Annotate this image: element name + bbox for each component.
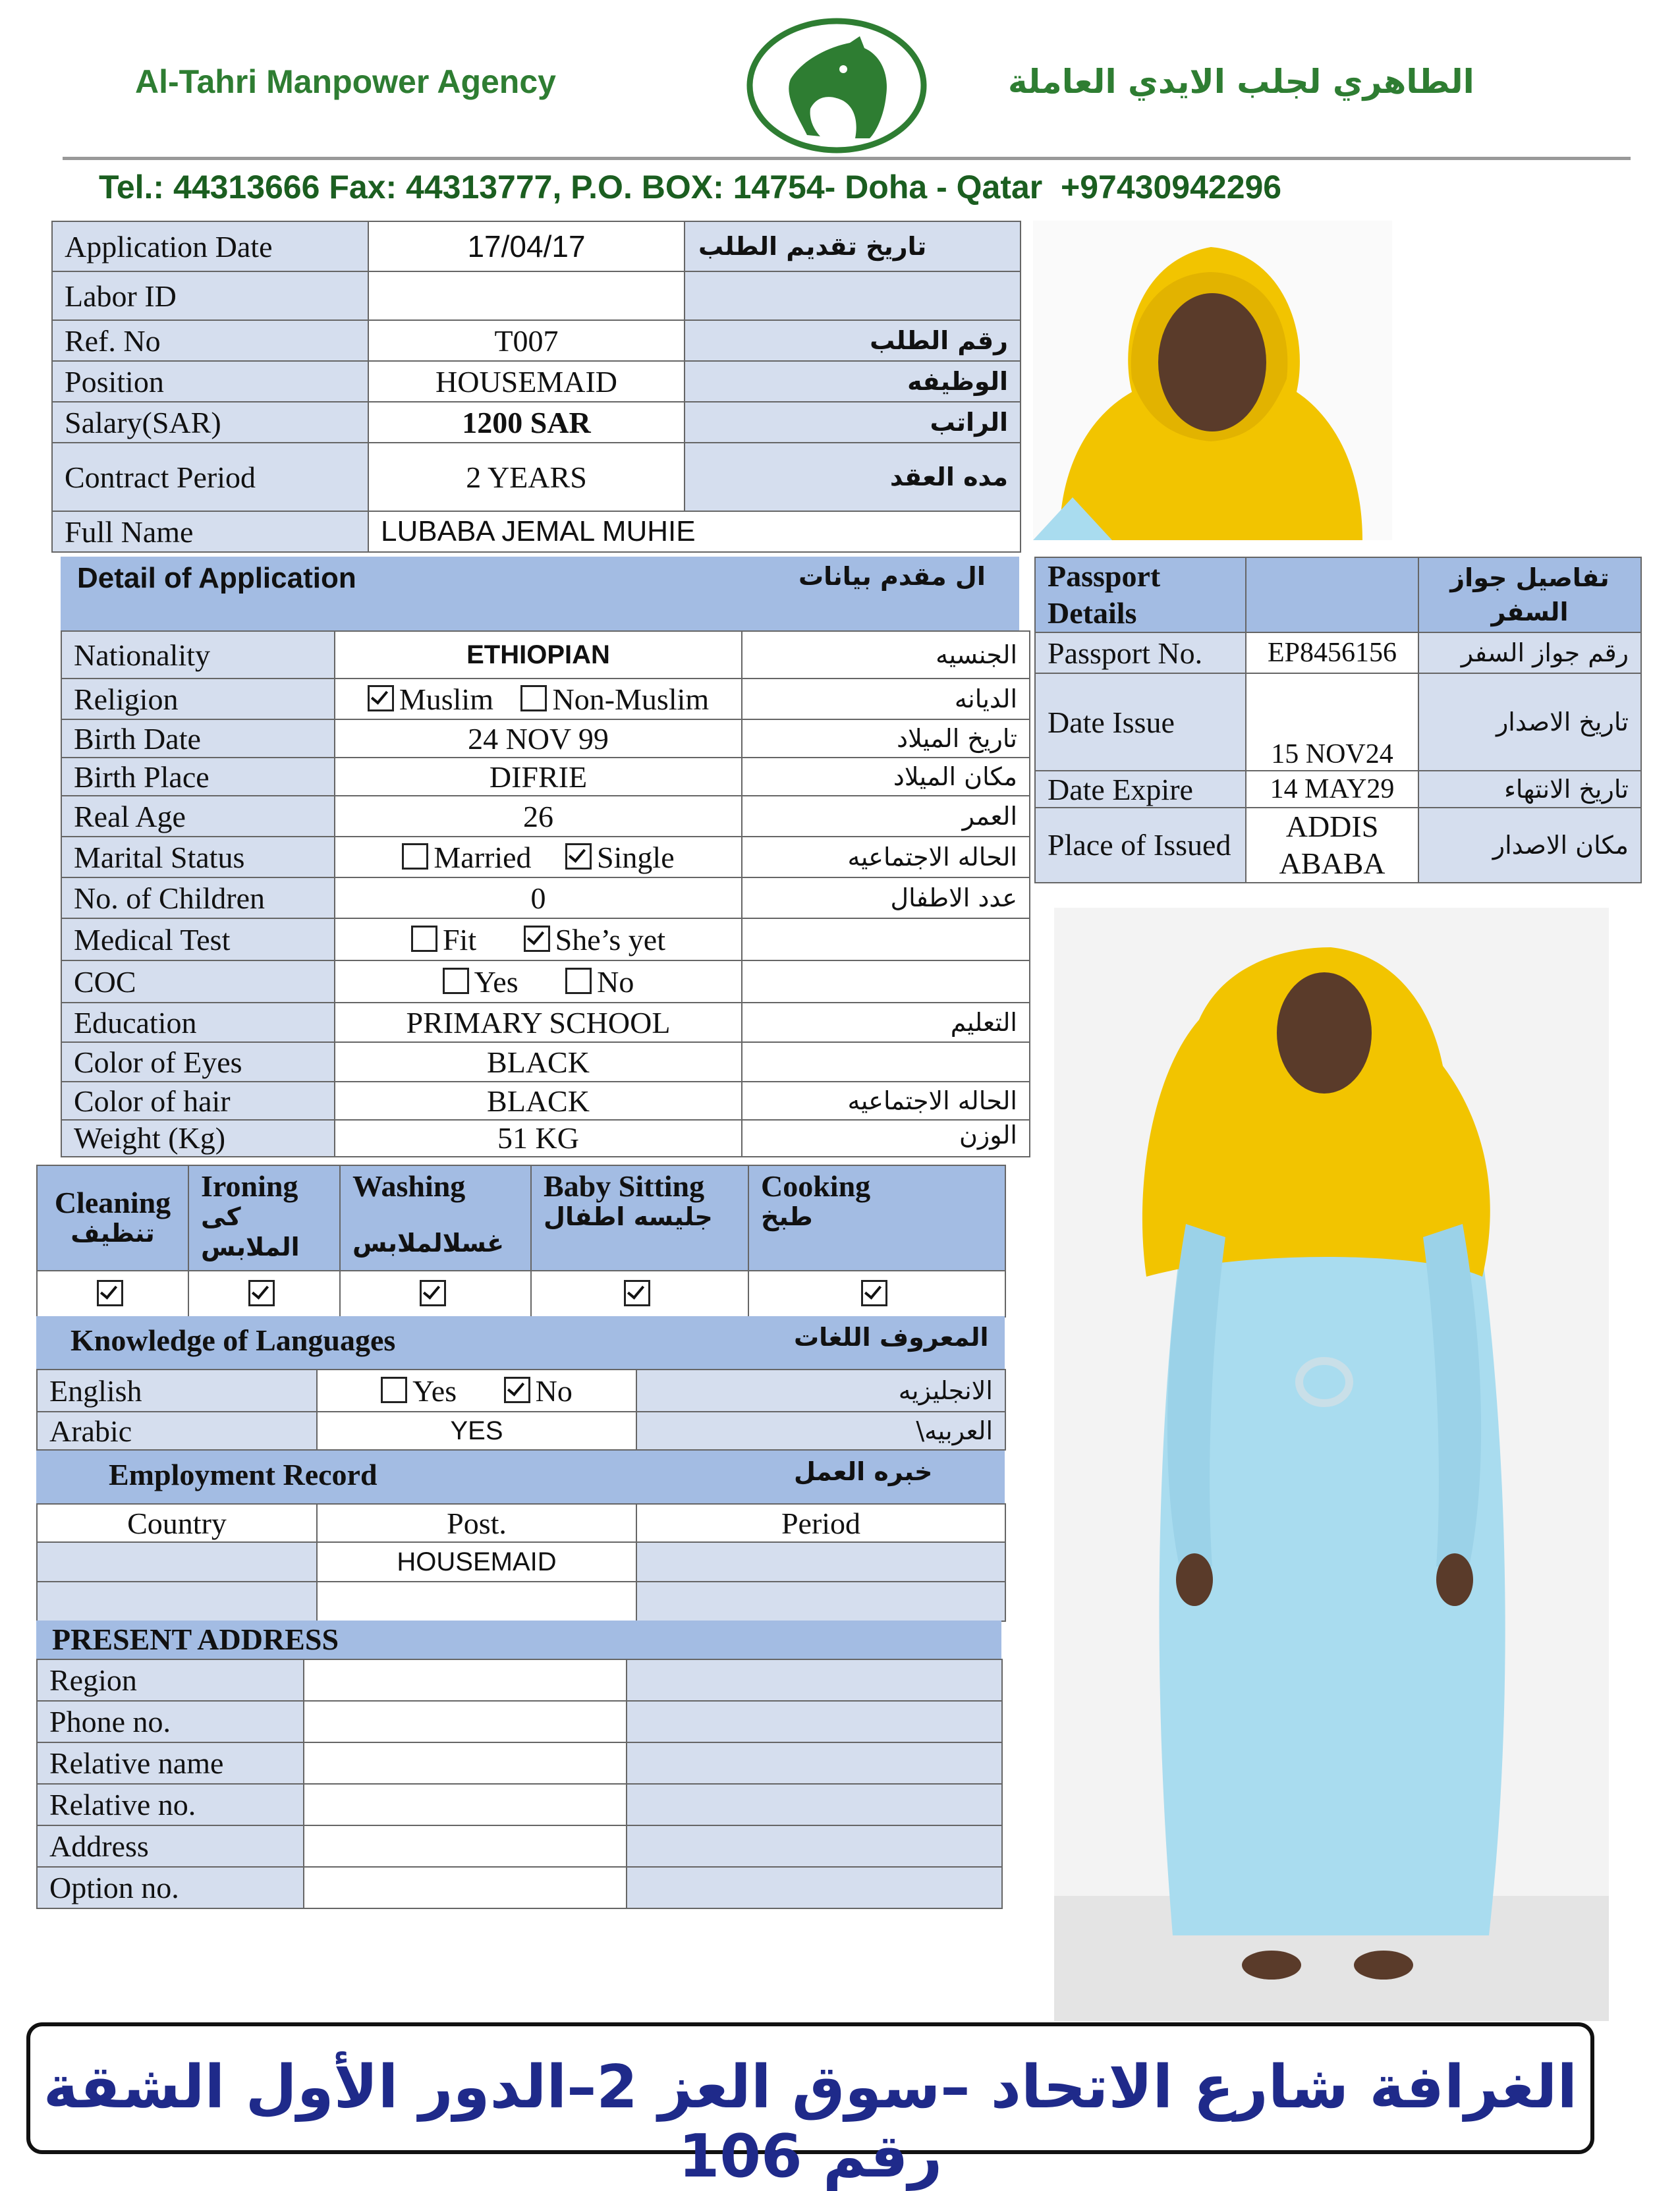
employment-period-1 — [636, 1542, 1005, 1582]
employment-period-2 — [636, 1582, 1005, 1621]
extra-address — [627, 1825, 1002, 1867]
option-english-yes: Yes — [412, 1373, 457, 1408]
table-row — [61, 796, 1030, 837]
table-row — [37, 1412, 1005, 1450]
value-date-expire: 14 MAY29 — [1246, 771, 1418, 808]
label-birth-date-ar: تاريخ الميلاد — [742, 719, 1030, 758]
table-row — [37, 1271, 1005, 1317]
application-table — [51, 221, 1021, 553]
address-header — [36, 1621, 1001, 1659]
table-row — [52, 402, 1021, 443]
skill-washing — [340, 1165, 531, 1271]
table-row — [61, 631, 1030, 679]
option-shes-yet: She’s yet — [555, 922, 666, 957]
table-row — [37, 1784, 1002, 1825]
checkbox-coc-yes[interactable] — [443, 968, 469, 994]
label-marital-status: Marital Status — [61, 837, 335, 877]
value-relative-no — [304, 1784, 627, 1825]
checkbox-non-muslim[interactable] — [520, 685, 547, 711]
label-salary: Salary(SAR) — [52, 402, 368, 443]
detail-header — [61, 557, 1019, 630]
table-row — [61, 758, 1030, 796]
label-education: Education — [61, 1003, 335, 1042]
option-muslim: Muslim — [399, 682, 493, 716]
label-birth-date: Birth Date — [61, 719, 335, 758]
value-labor-id — [368, 271, 685, 320]
table-row — [61, 837, 1030, 877]
value-eye-color: BLACK — [335, 1042, 742, 1082]
label-religion-ar: الديانه — [742, 679, 1030, 719]
table-row — [37, 1659, 1002, 1701]
value-hair-color: BLACK — [335, 1082, 742, 1120]
contact-line: Tel.: 44313666 Fax: 44313777, P.O. BOX: 14754- Doha - Qatar +97430942296 — [99, 169, 1282, 206]
value-position: HOUSEMAID — [368, 361, 685, 402]
value-marital-status — [335, 837, 742, 877]
table-row — [37, 1867, 1002, 1908]
label-medical-test: Medical Test — [61, 918, 335, 960]
table-row — [61, 719, 1030, 758]
value-arabic: YES — [317, 1412, 636, 1450]
value-address — [304, 1825, 627, 1867]
label-coc: COC — [61, 960, 335, 1003]
label-relative-no: Relative no. — [37, 1784, 304, 1825]
value-salary: 1200 SAR — [368, 402, 685, 443]
table-row — [52, 221, 1021, 271]
label-contract-period-ar: مده العقد — [685, 443, 1021, 511]
label-application-date: Application Date — [52, 221, 368, 271]
table-row — [37, 1582, 1005, 1621]
detail-table — [61, 630, 1030, 1157]
value-education: PRIMARY SCHOOL — [335, 1003, 742, 1042]
detail-title: Detail of Application — [77, 562, 356, 594]
checkbox-ironing[interactable] — [248, 1280, 275, 1306]
value-birth-place: DIFRIE — [335, 758, 742, 796]
agency-name-ar: الطاهري لجلب الايدي العاملة — [1008, 63, 1474, 101]
passport-title-ar: تفاصيل جواز السفر — [1418, 557, 1641, 632]
employment-post-2 — [317, 1582, 636, 1621]
label-passport-no: Passport No. — [1035, 632, 1246, 673]
option-married: Married — [434, 840, 532, 874]
employment-title-ar: خبره العمل — [794, 1457, 933, 1486]
full-body-photo — [1054, 908, 1609, 2021]
option-coc-yes: Yes — [474, 964, 518, 999]
skill-ironing-check — [188, 1271, 340, 1317]
value-real-age: 26 — [335, 796, 742, 837]
label-arabic: Arabic — [37, 1412, 317, 1450]
skill-cooking-en: Cooking — [761, 1169, 871, 1203]
skill-cooking-ar: طبخ — [761, 1202, 813, 1231]
checkbox-cooking[interactable] — [861, 1280, 887, 1306]
table-row — [1035, 771, 1641, 808]
skill-cleaning-en: Cleaning — [54, 1186, 171, 1219]
skill-washing-check — [340, 1271, 531, 1317]
table-row — [61, 1003, 1030, 1042]
value-relative-name — [304, 1742, 627, 1784]
option-non-muslim: Non-Muslim — [552, 682, 710, 716]
value-option-no — [304, 1867, 627, 1908]
footer-box — [26, 2022, 1594, 2191]
label-nationality: Nationality — [61, 631, 335, 679]
skill-baby-sitting-en: Baby Sitting — [544, 1169, 705, 1203]
employment-country-2 — [37, 1582, 317, 1621]
value-weight: 51 KG — [335, 1120, 742, 1157]
extra-region — [627, 1659, 1002, 1701]
checkbox-muslim[interactable] — [368, 685, 394, 711]
value-english — [317, 1370, 636, 1412]
label-relative-name: Relative name — [37, 1742, 304, 1784]
label-date-expire-ar: تاريخ الانتهاء — [1418, 771, 1641, 808]
portrait-photo — [1033, 221, 1392, 540]
employment-country-1 — [37, 1542, 317, 1582]
full-body-image — [1054, 908, 1609, 2021]
checkbox-shes-yet[interactable] — [524, 926, 550, 952]
value-date-issue: 15 NOV24 — [1246, 673, 1418, 771]
checkbox-fit[interactable] — [411, 926, 437, 952]
label-region: Region — [37, 1659, 304, 1701]
employment-title: Employment Record — [109, 1458, 378, 1491]
table-row — [1035, 808, 1641, 883]
address-table — [36, 1659, 1003, 1909]
checkbox-english-yes[interactable] — [381, 1377, 407, 1403]
skill-washing-ar: غسلالملابس — [352, 1229, 505, 1258]
skill-ironing — [188, 1165, 340, 1271]
label-weight: Weight (Kg) — [61, 1120, 335, 1157]
skill-cooking-check — [748, 1271, 1005, 1317]
label-arabic-ar: العربيه\ — [636, 1412, 1005, 1450]
table-row — [52, 361, 1021, 402]
value-religion — [335, 679, 742, 719]
table-row — [61, 960, 1030, 1003]
employment-table — [36, 1503, 1006, 1622]
label-weight-ar: الوزن — [742, 1120, 1030, 1157]
passport-title: Passport Details — [1035, 557, 1246, 632]
value-full-name: LUBABA JEMAL MUHIE — [368, 511, 1021, 552]
languages-title-ar: المعروف اللغات — [794, 1323, 989, 1352]
label-english: English — [37, 1370, 317, 1412]
table-row — [37, 1542, 1005, 1582]
table-row — [61, 1042, 1030, 1082]
passport-table — [1034, 557, 1642, 883]
languages-header — [36, 1316, 1005, 1369]
footer-address: الغرافة شارع الاتحاد –سوق العز 2–الدور الأول الشقة رقم 106 — [43, 2053, 1578, 2191]
label-address: Address — [37, 1825, 304, 1867]
table-row — [37, 1165, 1005, 1271]
label-marital-status-ar: الحاله الاجتماعيه — [742, 837, 1030, 877]
label-date-expire: Date Expire — [1035, 771, 1246, 808]
value-place-issued: ADDIS ABABA — [1246, 808, 1418, 883]
horse-head-icon — [744, 16, 929, 155]
table-row — [61, 679, 1030, 719]
label-real-age: Real Age — [61, 796, 335, 837]
table-row — [37, 1504, 1005, 1542]
label-birth-place: Birth Place — [61, 758, 335, 796]
label-hair-color: Color of hair — [61, 1082, 335, 1120]
label-place-issued: Place of Issued — [1035, 808, 1246, 883]
extra-relative-name — [627, 1742, 1002, 1784]
label-english-ar: الانجليزيه — [636, 1370, 1005, 1412]
label-children-ar: عدد الاطفال — [742, 877, 1030, 918]
option-english-no: No — [535, 1373, 573, 1408]
table-row — [52, 511, 1021, 552]
value-application-date: 17/04/17 — [368, 221, 685, 271]
label-option-no: Option no. — [37, 1867, 304, 1908]
label-nationality-ar: الجنسيه — [742, 631, 1030, 679]
employment-header-period: Period — [636, 1504, 1005, 1542]
label-full-name: Full Name — [52, 511, 368, 552]
table-row — [61, 1120, 1030, 1157]
value-coc — [335, 960, 742, 1003]
table-row — [37, 1370, 1005, 1412]
value-medical-test — [335, 918, 742, 960]
skill-ironing-en: Ironing — [201, 1169, 298, 1203]
label-birth-place-ar: مكان الميلاد — [742, 758, 1030, 796]
option-fit: Fit — [442, 922, 477, 957]
value-children: 0 — [335, 877, 742, 918]
checkbox-english-no[interactable] — [504, 1377, 530, 1403]
label-phone: Phone no. — [37, 1701, 304, 1742]
passport-title-spacer — [1246, 557, 1418, 632]
table-row — [37, 1742, 1002, 1784]
label-eye-color-ar — [742, 1042, 1030, 1082]
table-row — [1035, 673, 1641, 771]
label-date-issue-ar: تاريخ الاصدار — [1418, 673, 1641, 771]
checkbox-washing[interactable] — [420, 1280, 446, 1306]
label-education-ar: التعليم — [742, 1003, 1030, 1042]
table-row — [52, 320, 1021, 361]
agency-name-en: Al-Tahri Manpower Agency — [135, 63, 556, 100]
employment-header-post: Post. — [317, 1504, 636, 1542]
label-passport-no-ar: رقم جواز السفر — [1418, 632, 1641, 673]
table-row — [61, 918, 1030, 960]
skills-table — [36, 1165, 1006, 1317]
skill-cleaning-check — [37, 1271, 188, 1317]
option-coc-no: No — [597, 964, 634, 999]
label-eye-color: Color of Eyes — [61, 1042, 335, 1082]
skill-cleaning — [37, 1165, 188, 1271]
employment-post-1: HOUSEMAID — [317, 1542, 636, 1582]
value-nationality: ETHIOPIAN — [335, 631, 742, 679]
table-row — [52, 443, 1021, 511]
skill-cooking — [748, 1165, 1005, 1271]
label-coc-ar — [742, 960, 1030, 1003]
label-date-issue: Date Issue — [1035, 673, 1246, 771]
label-labor-id-ar — [685, 271, 1021, 320]
checkbox-cleaning[interactable] — [97, 1280, 123, 1306]
checkbox-married[interactable] — [402, 843, 428, 870]
table-row — [52, 271, 1021, 320]
label-position: Position — [52, 361, 368, 402]
employment-header-country: Country — [37, 1504, 317, 1542]
label-position-ar: الوظيفه — [685, 361, 1021, 402]
label-medical-test-ar — [742, 918, 1030, 960]
value-passport-no: EP8456156 — [1246, 632, 1418, 673]
agency-logo — [744, 16, 929, 155]
header-rule — [63, 157, 1631, 160]
value-region — [304, 1659, 627, 1701]
checkbox-single[interactable] — [565, 843, 592, 870]
extra-relative-no — [627, 1784, 1002, 1825]
table-row — [1035, 557, 1641, 632]
skill-ironing-ar: کی الملابس — [201, 1202, 300, 1262]
label-religion: Religion — [61, 679, 335, 719]
employment-header — [36, 1451, 1005, 1503]
label-labor-id: Labor ID — [52, 271, 368, 320]
skill-cleaning-ar: تنظيف — [70, 1219, 155, 1248]
label-contract-period: Contract Period — [52, 443, 368, 511]
portrait-image — [1033, 221, 1392, 540]
label-application-date-ar: تاريخ تقديم الطلب — [685, 221, 1021, 271]
table-row — [61, 877, 1030, 918]
skill-baby-sitting — [531, 1165, 748, 1271]
skill-washing-en: Washing — [352, 1169, 466, 1203]
label-ref-no: Ref. No — [52, 320, 368, 361]
value-phone — [304, 1701, 627, 1742]
languages-table — [36, 1369, 1006, 1451]
label-real-age-ar: العمر — [742, 796, 1030, 837]
label-salary-ar: الراتب — [685, 402, 1021, 443]
label-children: No. of Children — [61, 877, 335, 918]
skill-baby-sitting-check — [531, 1271, 748, 1317]
address-title: PRESENT ADDRESS — [52, 1622, 339, 1656]
extra-option-no — [627, 1867, 1002, 1908]
table-row — [1035, 632, 1641, 673]
checkbox-baby-sitting[interactable] — [624, 1280, 650, 1306]
table-row — [37, 1701, 1002, 1742]
value-contract-period: 2 YEARS — [368, 443, 685, 511]
table-row — [37, 1825, 1002, 1867]
value-ref-no: T007 — [368, 320, 685, 361]
label-place-issued-ar: مكان الاصدار — [1418, 808, 1641, 883]
languages-title: Knowledge of Languages — [70, 1323, 396, 1357]
value-birth-date: 24 NOV 99 — [335, 719, 742, 758]
checkbox-coc-no[interactable] — [565, 968, 592, 994]
label-ref-no-ar: رقم الطلب — [685, 320, 1021, 361]
table-row — [61, 1082, 1030, 1120]
header — [0, 0, 1680, 217]
skill-baby-sitting-ar: جليسه اطفال — [544, 1202, 713, 1231]
option-single: Single — [597, 840, 675, 874]
extra-phone — [627, 1701, 1002, 1742]
label-hair-color-ar: الحاله الاجتماعيه — [742, 1082, 1030, 1120]
detail-title-ar: ال مقدم بيانات — [798, 562, 986, 591]
